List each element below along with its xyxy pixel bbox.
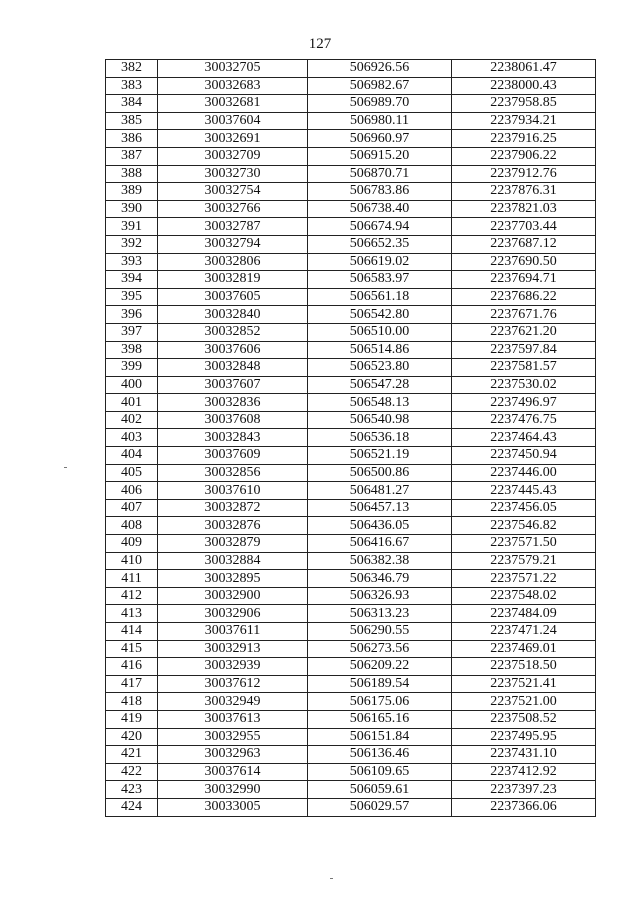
table-row — [106, 640, 596, 658]
row-number-cell: 382 — [106, 60, 158, 78]
x-coordinate-cell: 506175.06 — [308, 693, 452, 711]
point-id-cell: 30032906 — [158, 605, 308, 623]
x-coordinate-cell: 506416.67 — [308, 535, 452, 553]
table-row — [106, 253, 596, 271]
x-coordinate-cell: 506457.13 — [308, 499, 452, 517]
point-id-cell: 30032730 — [158, 165, 308, 183]
y-coordinate-cell: 2237571.22 — [452, 570, 596, 588]
table-row — [106, 658, 596, 676]
table-row — [106, 587, 596, 605]
x-coordinate-cell: 506926.56 — [308, 60, 452, 78]
table-row — [106, 165, 596, 183]
y-coordinate-cell: 2237690.50 — [452, 253, 596, 271]
point-id-cell: 30032990 — [158, 781, 308, 799]
y-coordinate-cell: 2237671.76 — [452, 306, 596, 324]
row-number-cell: 394 — [106, 271, 158, 289]
table-row — [106, 517, 596, 535]
table-row — [106, 306, 596, 324]
table-row — [106, 200, 596, 218]
y-coordinate-cell: 2237581.57 — [452, 359, 596, 377]
point-id-cell: 30032949 — [158, 693, 308, 711]
row-number-cell: 419 — [106, 710, 158, 728]
x-coordinate-cell: 506059.61 — [308, 781, 452, 799]
point-id-cell: 30037614 — [158, 763, 308, 781]
point-id-cell: 30032836 — [158, 394, 308, 412]
y-coordinate-cell: 2237621.20 — [452, 323, 596, 341]
y-coordinate-cell: 2237471.24 — [452, 623, 596, 641]
row-number-cell: 401 — [106, 394, 158, 412]
table-row — [106, 235, 596, 253]
point-id-cell: 30032884 — [158, 552, 308, 570]
table-row — [106, 605, 596, 623]
scan-speck — [330, 878, 333, 879]
row-number-cell: 412 — [106, 587, 158, 605]
page-number: 127 — [308, 36, 332, 52]
x-coordinate-cell: 506561.18 — [308, 288, 452, 306]
table-row — [106, 693, 596, 711]
table-row — [106, 447, 596, 465]
table-row — [106, 394, 596, 412]
point-id-cell: 30032913 — [158, 640, 308, 658]
point-id-cell: 30032683 — [158, 77, 308, 95]
x-coordinate-cell: 506523.80 — [308, 359, 452, 377]
x-coordinate-cell: 506481.27 — [308, 482, 452, 500]
table-row — [106, 359, 596, 377]
point-id-cell: 30032787 — [158, 218, 308, 236]
x-coordinate-cell: 506273.56 — [308, 640, 452, 658]
row-number-cell: 386 — [106, 130, 158, 148]
y-coordinate-cell: 2237579.21 — [452, 552, 596, 570]
row-number-cell: 416 — [106, 658, 158, 676]
y-coordinate-cell: 2237412.92 — [452, 763, 596, 781]
y-coordinate-cell: 2237703.44 — [452, 218, 596, 236]
point-id-cell: 30032895 — [158, 570, 308, 588]
point-id-cell: 30032852 — [158, 323, 308, 341]
x-coordinate-cell: 506136.46 — [308, 746, 452, 764]
x-coordinate-cell: 506536.18 — [308, 429, 452, 447]
x-coordinate-cell: 506619.02 — [308, 253, 452, 271]
row-number-cell: 407 — [106, 499, 158, 517]
x-coordinate-cell: 506500.86 — [308, 464, 452, 482]
point-id-cell: 30032955 — [158, 728, 308, 746]
x-coordinate-cell: 506189.54 — [308, 675, 452, 693]
table-row — [106, 376, 596, 394]
y-coordinate-cell: 2237366.06 — [452, 798, 596, 816]
row-number-cell: 400 — [106, 376, 158, 394]
y-coordinate-cell: 2237530.02 — [452, 376, 596, 394]
table-row — [106, 798, 596, 816]
table-row — [106, 288, 596, 306]
y-coordinate-cell: 2237687.12 — [452, 235, 596, 253]
x-coordinate-cell: 506583.97 — [308, 271, 452, 289]
table-row — [106, 147, 596, 165]
x-coordinate-cell: 506540.98 — [308, 411, 452, 429]
point-id-cell: 30037605 — [158, 288, 308, 306]
x-coordinate-cell: 506548.13 — [308, 394, 452, 412]
point-id-cell: 30032691 — [158, 130, 308, 148]
x-coordinate-cell: 506290.55 — [308, 623, 452, 641]
table-row — [106, 411, 596, 429]
x-coordinate-cell: 506514.86 — [308, 341, 452, 359]
y-coordinate-cell: 2237571.50 — [452, 535, 596, 553]
point-id-cell: 30032939 — [158, 658, 308, 676]
coordinates-table-body — [106, 60, 596, 817]
row-number-cell: 409 — [106, 535, 158, 553]
point-id-cell: 30032848 — [158, 359, 308, 377]
table-row — [106, 218, 596, 236]
x-coordinate-cell: 506980.11 — [308, 112, 452, 130]
y-coordinate-cell: 2237934.21 — [452, 112, 596, 130]
x-coordinate-cell: 506510.00 — [308, 323, 452, 341]
point-id-cell: 30032806 — [158, 253, 308, 271]
point-id-cell: 30032840 — [158, 306, 308, 324]
x-coordinate-cell: 506738.40 — [308, 200, 452, 218]
row-number-cell: 384 — [106, 95, 158, 113]
y-coordinate-cell: 2237546.82 — [452, 517, 596, 535]
row-number-cell: 403 — [106, 429, 158, 447]
y-coordinate-cell: 2237912.76 — [452, 165, 596, 183]
table-row — [106, 710, 596, 728]
x-coordinate-cell: 506313.23 — [308, 605, 452, 623]
y-coordinate-cell: 2237464.43 — [452, 429, 596, 447]
table-row — [106, 499, 596, 517]
point-id-cell: 30033005 — [158, 798, 308, 816]
point-id-cell: 30032900 — [158, 587, 308, 605]
row-number-cell: 414 — [106, 623, 158, 641]
point-id-cell: 30032709 — [158, 147, 308, 165]
table-row — [106, 183, 596, 201]
y-coordinate-cell: 2237476.75 — [452, 411, 596, 429]
x-coordinate-cell: 506436.05 — [308, 517, 452, 535]
x-coordinate-cell: 506346.79 — [308, 570, 452, 588]
coordinates-table — [105, 59, 596, 817]
table-row — [106, 429, 596, 447]
y-coordinate-cell: 2237496.97 — [452, 394, 596, 412]
point-id-cell: 30037606 — [158, 341, 308, 359]
point-id-cell: 30032856 — [158, 464, 308, 482]
x-coordinate-cell: 506652.35 — [308, 235, 452, 253]
row-number-cell: 402 — [106, 411, 158, 429]
row-number-cell: 389 — [106, 183, 158, 201]
point-id-cell: 30032754 — [158, 183, 308, 201]
row-number-cell: 418 — [106, 693, 158, 711]
y-coordinate-cell: 2237821.03 — [452, 200, 596, 218]
x-coordinate-cell: 506982.67 — [308, 77, 452, 95]
row-number-cell: 405 — [106, 464, 158, 482]
x-coordinate-cell: 506989.70 — [308, 95, 452, 113]
y-coordinate-cell: 2237431.10 — [452, 746, 596, 764]
table-row — [106, 482, 596, 500]
y-coordinate-cell: 2237694.71 — [452, 271, 596, 289]
table-row — [106, 781, 596, 799]
point-id-cell: 30032843 — [158, 429, 308, 447]
y-coordinate-cell: 2238061.47 — [452, 60, 596, 78]
row-number-cell: 385 — [106, 112, 158, 130]
table-row — [106, 271, 596, 289]
row-number-cell: 415 — [106, 640, 158, 658]
row-number-cell: 420 — [106, 728, 158, 746]
x-coordinate-cell: 506960.97 — [308, 130, 452, 148]
point-id-cell: 30032819 — [158, 271, 308, 289]
point-id-cell: 30037610 — [158, 482, 308, 500]
row-number-cell: 413 — [106, 605, 158, 623]
y-coordinate-cell: 2237495.95 — [452, 728, 596, 746]
x-coordinate-cell: 506783.86 — [308, 183, 452, 201]
row-number-cell: 397 — [106, 323, 158, 341]
x-coordinate-cell: 506542.80 — [308, 306, 452, 324]
y-coordinate-cell: 2237876.31 — [452, 183, 596, 201]
x-coordinate-cell: 506209.22 — [308, 658, 452, 676]
x-coordinate-cell: 506521.19 — [308, 447, 452, 465]
row-number-cell: 388 — [106, 165, 158, 183]
x-coordinate-cell: 506151.84 — [308, 728, 452, 746]
y-coordinate-cell: 2237906.22 — [452, 147, 596, 165]
table-row — [106, 112, 596, 130]
x-coordinate-cell: 506109.65 — [308, 763, 452, 781]
row-number-cell: 423 — [106, 781, 158, 799]
point-id-cell: 30037613 — [158, 710, 308, 728]
table-row — [106, 60, 596, 78]
row-number-cell: 398 — [106, 341, 158, 359]
table-row — [106, 341, 596, 359]
row-number-cell: 387 — [106, 147, 158, 165]
point-id-cell: 30032681 — [158, 95, 308, 113]
point-id-cell: 30037611 — [158, 623, 308, 641]
x-coordinate-cell: 506029.57 — [308, 798, 452, 816]
x-coordinate-cell: 506382.38 — [308, 552, 452, 570]
y-coordinate-cell: 2237916.25 — [452, 130, 596, 148]
table-row — [106, 763, 596, 781]
table-row — [106, 570, 596, 588]
y-coordinate-cell: 2237686.22 — [452, 288, 596, 306]
table-row — [106, 623, 596, 641]
row-number-cell: 391 — [106, 218, 158, 236]
point-id-cell: 30037608 — [158, 411, 308, 429]
row-number-cell: 408 — [106, 517, 158, 535]
table-row — [106, 675, 596, 693]
row-number-cell: 393 — [106, 253, 158, 271]
row-number-cell: 395 — [106, 288, 158, 306]
y-coordinate-cell: 2237518.50 — [452, 658, 596, 676]
row-number-cell: 396 — [106, 306, 158, 324]
y-coordinate-cell: 2237446.00 — [452, 464, 596, 482]
y-coordinate-cell: 2237445.43 — [452, 482, 596, 500]
y-coordinate-cell: 2237508.52 — [452, 710, 596, 728]
point-id-cell: 30037612 — [158, 675, 308, 693]
y-coordinate-cell: 2237456.05 — [452, 499, 596, 517]
y-coordinate-cell: 2237548.02 — [452, 587, 596, 605]
point-id-cell: 30032794 — [158, 235, 308, 253]
point-id-cell: 30032876 — [158, 517, 308, 535]
row-number-cell: 410 — [106, 552, 158, 570]
y-coordinate-cell: 2237521.00 — [452, 693, 596, 711]
table-row — [106, 552, 596, 570]
point-id-cell: 30037604 — [158, 112, 308, 130]
row-number-cell: 411 — [106, 570, 158, 588]
y-coordinate-cell: 2237958.85 — [452, 95, 596, 113]
y-coordinate-cell: 2237469.01 — [452, 640, 596, 658]
table-row — [106, 746, 596, 764]
point-id-cell: 30037609 — [158, 447, 308, 465]
table-row — [106, 77, 596, 95]
table-row — [106, 130, 596, 148]
point-id-cell: 30032705 — [158, 60, 308, 78]
point-id-cell: 30032766 — [158, 200, 308, 218]
row-number-cell: 424 — [106, 798, 158, 816]
table-row — [106, 728, 596, 746]
x-coordinate-cell: 506870.71 — [308, 165, 452, 183]
y-coordinate-cell: 2237521.41 — [452, 675, 596, 693]
x-coordinate-cell: 506165.16 — [308, 710, 452, 728]
row-number-cell: 417 — [106, 675, 158, 693]
x-coordinate-cell: 506915.20 — [308, 147, 452, 165]
row-number-cell: 392 — [106, 235, 158, 253]
row-number-cell: 383 — [106, 77, 158, 95]
point-id-cell: 30032879 — [158, 535, 308, 553]
row-number-cell: 390 — [106, 200, 158, 218]
table-row — [106, 535, 596, 553]
row-number-cell: 399 — [106, 359, 158, 377]
x-coordinate-cell: 506326.93 — [308, 587, 452, 605]
table-row — [106, 95, 596, 113]
point-id-cell: 30032872 — [158, 499, 308, 517]
x-coordinate-cell: 506547.28 — [308, 376, 452, 394]
row-number-cell: 404 — [106, 447, 158, 465]
point-id-cell: 30037607 — [158, 376, 308, 394]
y-coordinate-cell: 2237450.94 — [452, 447, 596, 465]
y-coordinate-cell: 2237397.23 — [452, 781, 596, 799]
table-row — [106, 464, 596, 482]
scan-speck — [64, 467, 67, 468]
x-coordinate-cell: 506674.94 — [308, 218, 452, 236]
point-id-cell: 30032963 — [158, 746, 308, 764]
y-coordinate-cell: 2238000.43 — [452, 77, 596, 95]
row-number-cell: 422 — [106, 763, 158, 781]
y-coordinate-cell: 2237484.09 — [452, 605, 596, 623]
row-number-cell: 406 — [106, 482, 158, 500]
y-coordinate-cell: 2237597.84 — [452, 341, 596, 359]
row-number-cell: 421 — [106, 746, 158, 764]
table-row — [106, 323, 596, 341]
